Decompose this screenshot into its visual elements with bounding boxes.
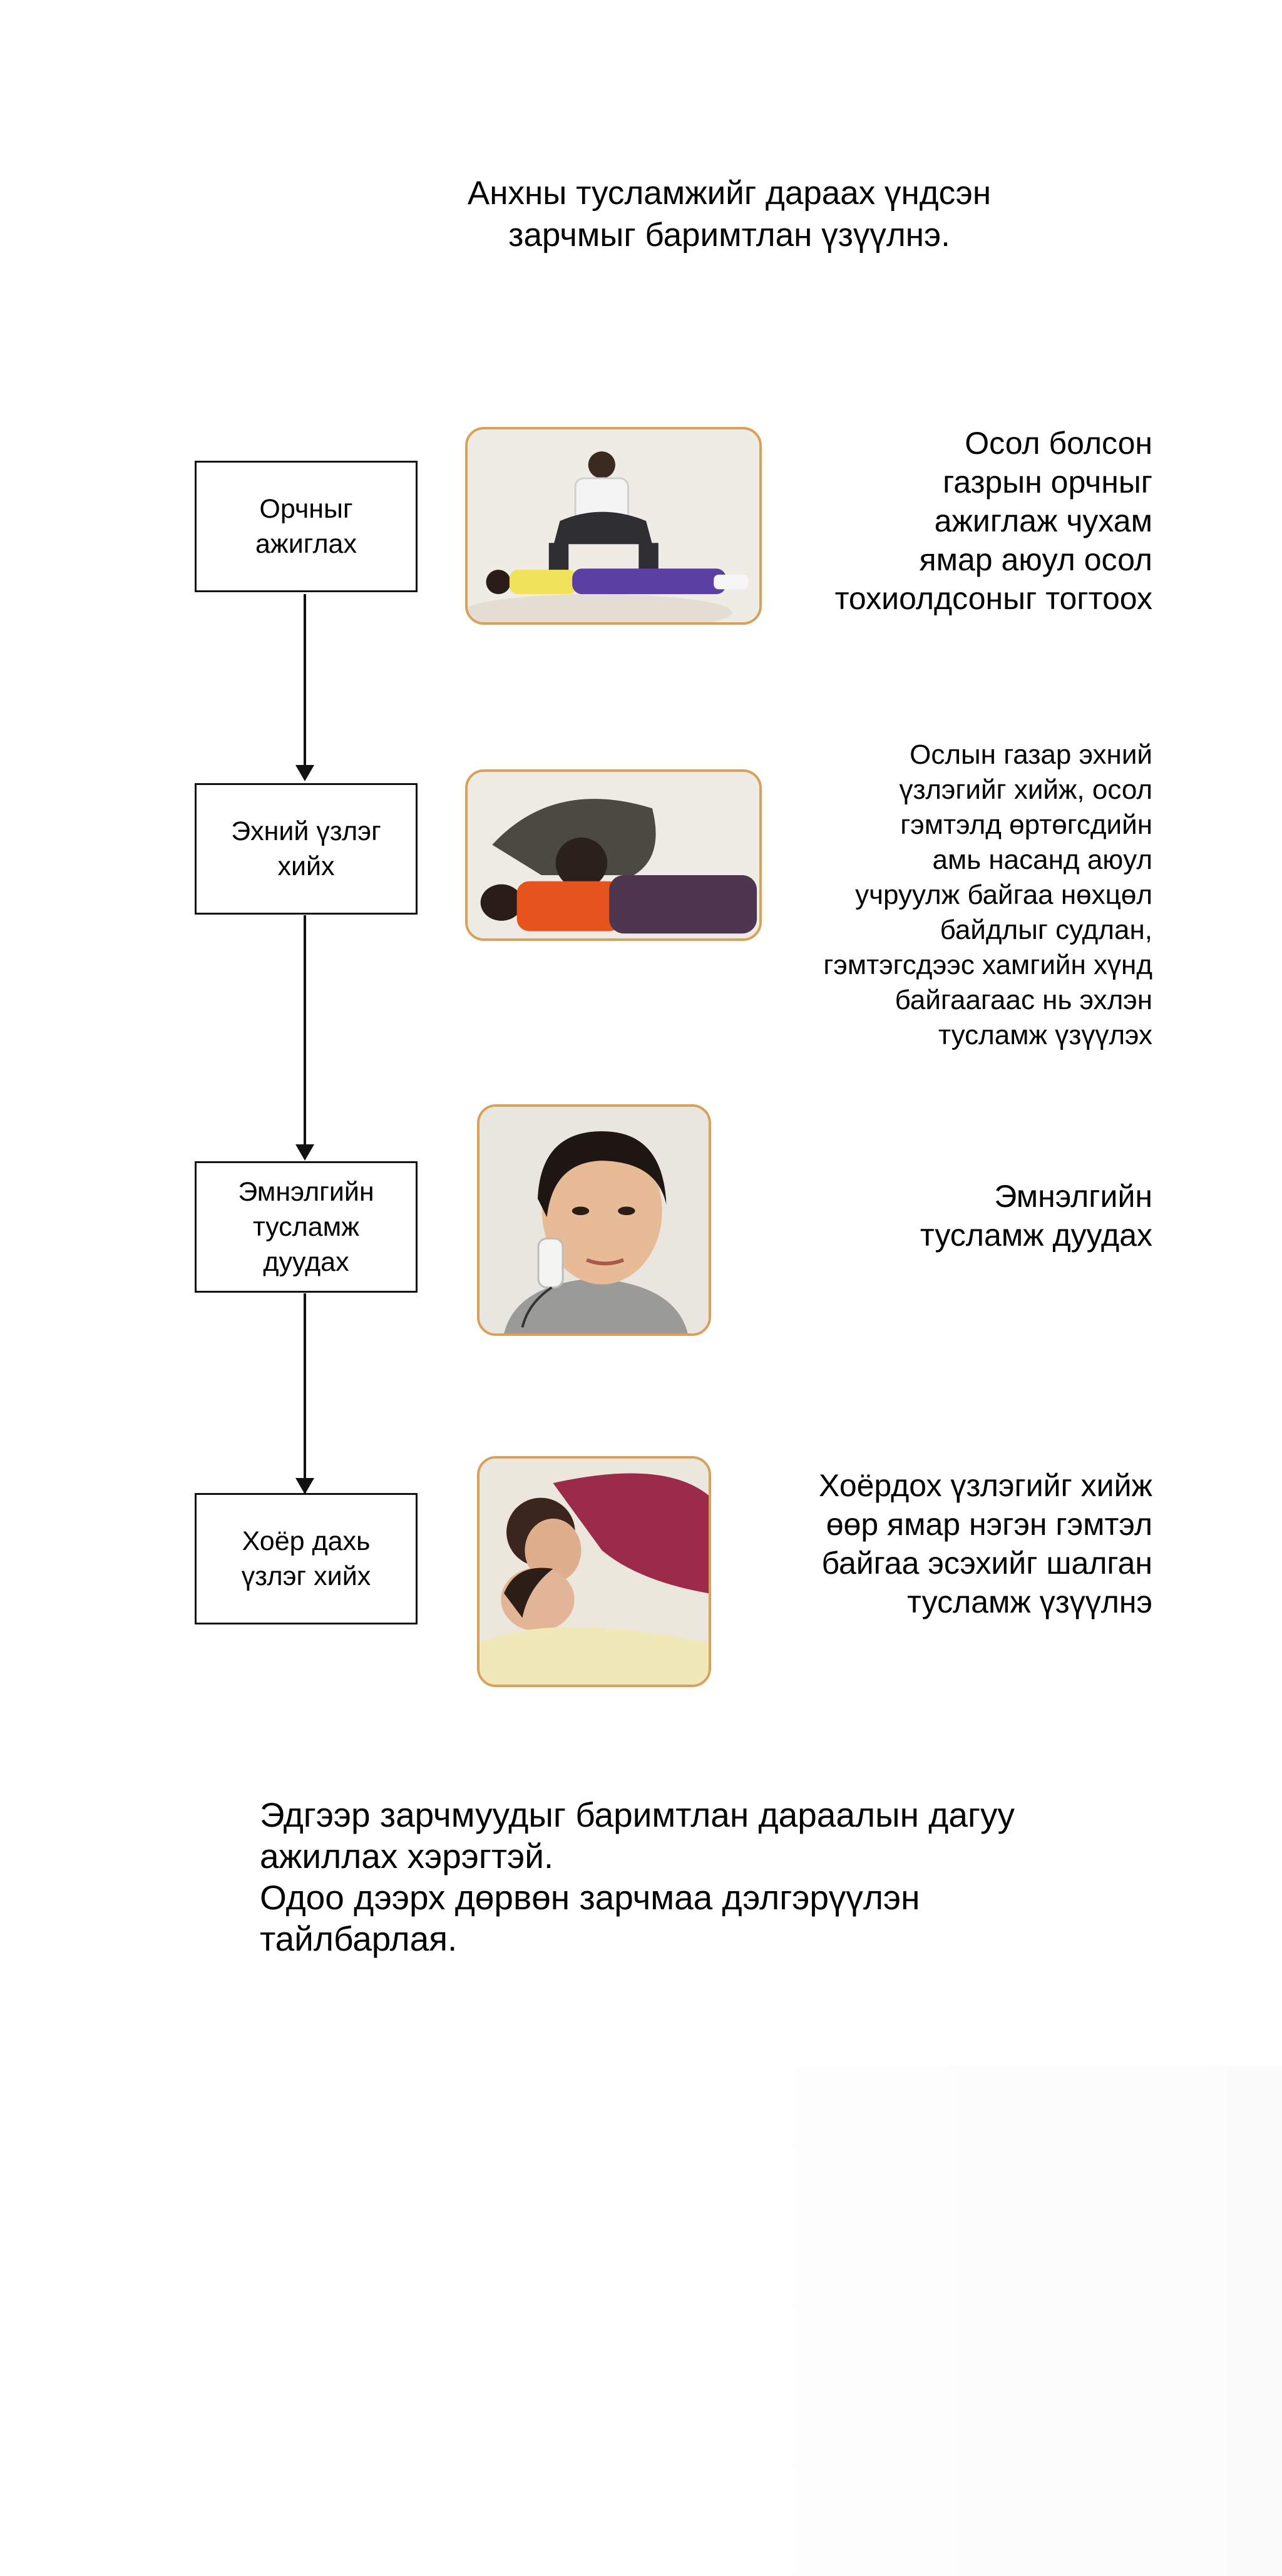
flow-connector-2 — [304, 915, 306, 1156]
step-2-description: Ослын газар эхний үзлэгийг хийж, осол гэмтэлд өртөгсдийн амь насанд аюул учруулж байгаа нөхцөл байдлыг судлан, гэмтэгсдээс хамгийн хүнд байгаагаас нь эхлэн тусламж үзүүлэх — [823, 739, 1152, 1050]
flow-connector-1 — [304, 594, 306, 771]
arrow-down-icon — [295, 1478, 314, 1494]
photo-observing-scene — [465, 427, 762, 625]
step-box-secondary-survey: Хоёр дахь үзлэг хийх — [195, 1493, 418, 1624]
photo-primary-survey — [465, 769, 762, 941]
arrow-down-icon — [295, 1144, 314, 1161]
intro-heading: Анхны тусламжийг дараах үндсэн зарчмыг баримтлан үзүүлнэ. — [467, 175, 992, 254]
step-4-description: Хоёрдох үзлэгийг хийж өөр ямар нэгэн гэмтэл байгаа эсэхийг шалган тусламж үзүүлнэ — [819, 1468, 1152, 1619]
photo-calling-ambulance — [477, 1104, 711, 1336]
step-box-primary-survey: Эхний үзлэг хийх — [195, 783, 418, 915]
background-shade — [495, 2066, 1282, 2576]
step-3-description: Эмнэлгийн тусламж дуудах — [920, 1179, 1152, 1253]
conclusion-text: Эдгээр зарчмуудыг баримтлан дараалын дагуу ажиллах хэрэгтэй. Одоо дээрх дөрвөн зарчмаа дэлгэрүүлэн тайлбарлая. — [260, 1795, 1015, 1958]
step-1-description: Осол болсон газрын орчныг ажиглаж чухам ямар аюул осол тохиолдсоныг тогтоох — [834, 426, 1152, 616]
step-box-call-medical-help: Эмнэлгийн тусламж дуудах — [195, 1161, 418, 1293]
flow-connector-3 — [304, 1293, 306, 1494]
arrow-down-icon — [295, 765, 314, 781]
photo-secondary-survey — [477, 1456, 711, 1687]
step-box-observe-surroundings: Орчныг ажиглах — [195, 461, 418, 592]
